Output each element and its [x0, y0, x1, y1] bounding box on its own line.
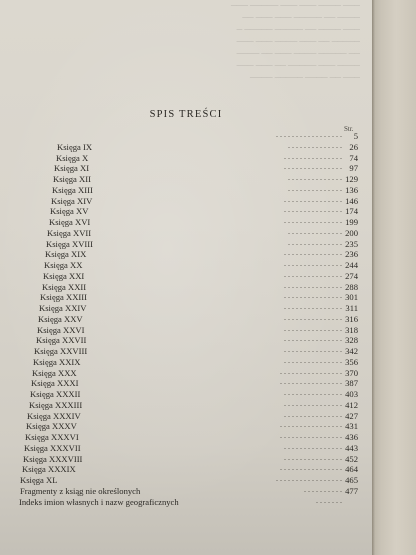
page-column-label: Str.	[344, 125, 354, 133]
toc-entry-label: Księga XVII	[47, 227, 92, 238]
toc-entry-page: 427	[345, 410, 358, 421]
toc-entry-page: 452	[345, 453, 358, 464]
dot-leader: . . . . . . . . . . . . . . .	[284, 323, 342, 333]
toc-entry-page: 477	[345, 485, 358, 496]
toc-entry-page: 370	[345, 367, 358, 378]
toc-entry-label: Księga XL	[20, 475, 58, 485]
dot-leader: . . . . . . . . . . . . . .	[288, 173, 342, 182]
toc-entry-label: Księga XII	[53, 174, 91, 184]
dot-leader: . . . . . . . . . . . . . . .	[284, 388, 342, 397]
toc-entry-label: Księga XXV	[38, 313, 83, 324]
toc-entry-page: 431	[345, 421, 358, 432]
toc-entry-page: 464	[345, 464, 358, 475]
toc-entry-page: 288	[345, 281, 358, 292]
toc-entry-page: 403	[345, 389, 358, 399]
dot-leader: . . . . . . . . . . . . . . .	[284, 259, 342, 268]
toc-entry-label: Księga XXXVI	[25, 432, 79, 442]
toc-entry-page: 235	[345, 238, 358, 249]
dot-leader: . . . . . . . . . . . . . . .	[284, 280, 342, 290]
page-title: SPIS TREŚCI	[149, 109, 223, 120]
dot-leader: . . . . . . . . . . . . . . . .	[280, 420, 342, 430]
dot-leader: . . . . . . . . . . . . . . .	[284, 334, 342, 344]
toc-entry-label: Księga XVI	[49, 217, 91, 227]
toc-entry-page: 97	[349, 163, 358, 174]
dot-leader: . . . . . . . . . . . . . . . . .	[276, 474, 342, 483]
dot-leader: . . . . . . . . . . . . . . .	[284, 398, 342, 408]
dot-leader: . . . . . . . . . . . . . . .	[284, 312, 342, 322]
toc-entry-label: Księga XIII	[52, 184, 93, 195]
toc-entry-label: Księga XIV	[51, 195, 93, 206]
adjacent-page-edge	[372, 0, 416, 555]
toc-entry-page: 5	[353, 131, 358, 141]
bleed-through-text: ─── ──── ─── ─── ───── ─── ──── ── ───── ─── ─── ── ─── ──── ── ───── ───── ─ ───── ── ─── ──── ─── ─── ── ───── ──── ─── ── ──── ──── ─── ───── ── ─── ─── ─── ── ──── ───── ────	[230, 1, 360, 82]
toc-entry-label: Księga XXIV	[39, 303, 87, 313]
dot-leader: . . . . . . . . . . . . . . .	[284, 248, 342, 258]
dot-leader: . . . . . . . . . . . . . . .	[284, 162, 342, 172]
toc-entry-label: Księga XX	[44, 260, 83, 270]
toc-entry-page: 412	[345, 399, 358, 410]
dot-leader: . . . . . . . . . . . . . . .	[284, 355, 342, 365]
toc-entry-label: Księga XXXII	[30, 389, 81, 399]
toc-entry-label: Księga XXI	[43, 270, 85, 281]
toc-entry-label: Księga XV	[50, 206, 89, 217]
dot-leader: . . . . . . . . . . . . . . .	[284, 302, 342, 311]
dot-leader: . . . . . . . . . . . . . . . .	[280, 431, 342, 440]
toc-entry-label: Księga XXXIV	[27, 410, 81, 421]
toc-entry-page: 328	[345, 335, 358, 346]
dot-leader: . . . . . . . . . . . . . . . .	[280, 366, 342, 376]
toc-entry-page: 436	[345, 432, 358, 442]
toc-entry	[0, 497, 372, 508]
toc-entry-label: Księga IX	[57, 141, 93, 152]
toc-entry-label: Księga XXXVII	[24, 442, 81, 453]
toc-entry-label: Księga XXX	[32, 367, 77, 378]
toc-entry-label: Księga X	[56, 152, 89, 163]
dot-leader: . . . . . . . . . . . . . . .	[284, 452, 342, 462]
toc-entry-page: 146	[345, 195, 358, 206]
toc-entry-page: 301	[345, 292, 358, 303]
dot-leader: . . . . . . . . . . . . . . .	[284, 151, 342, 161]
dot-leader: . . . . . . . . . .	[304, 484, 342, 494]
table-of-contents	[0, 131, 372, 507]
toc-entry-page: 443	[345, 442, 358, 453]
dot-leader: . . . . . . . . . . . . . . . .	[280, 377, 342, 387]
toc-entry-page: 356	[345, 356, 358, 367]
toc-entry-page: 26	[349, 141, 358, 152]
dot-leader: . . . . . . . . . . . . . . . . .	[276, 130, 342, 139]
toc-entry-page: 129	[345, 174, 358, 184]
toc-entry-page: 199	[345, 217, 358, 227]
dot-leader: . . . . . . . . . . . . . . .	[284, 409, 342, 419]
toc-entry-page: 316	[345, 313, 358, 324]
toc-entry-label: Indeks imion własnych i nazw geograficznych	[19, 496, 179, 507]
toc-entry-label: Księga XXXVIII	[23, 453, 83, 464]
toc-entry-page: 311	[345, 303, 358, 313]
toc-entry-label: Księga XXII	[42, 281, 87, 292]
dot-leader: . . . . . . . . . . . . . . .	[284, 291, 342, 301]
dot-leader: . . . . . . . . . . . . . .	[288, 140, 342, 150]
toc-entry-label: Księga XXXI	[31, 378, 79, 389]
dot-leader: . . . . . . . . . . . . . .	[288, 237, 342, 247]
dot-leader: . . . . . . . . . . . . . . . .	[280, 463, 342, 473]
toc-entry-label: Księga XXXV	[26, 421, 77, 432]
toc-entry-page: 274	[345, 270, 358, 281]
toc-entry-page: 74	[349, 152, 358, 163]
dot-leader: . . . . . . . . . . . . . . .	[284, 269, 342, 279]
toc-entry-label: Księga XXIX	[33, 356, 81, 367]
toc-entry-page: 318	[345, 324, 358, 335]
dot-leader: . . . . . . . . . . . . . . .	[284, 441, 342, 451]
toc-entry-label: Księga XXXIII	[29, 399, 83, 410]
toc-entry-page: 174	[345, 206, 358, 217]
toc-entry-label: Księga XIX	[45, 249, 87, 260]
toc-entry-label: Księga XXIII	[40, 292, 88, 303]
dot-leader: . . . . . . . . . . . . . .	[288, 183, 342, 193]
toc-entry-label: Księga XXVI	[37, 324, 85, 335]
dot-leader: . . . . . . . . . . . . . . .	[284, 194, 342, 204]
dot-leader: . . . . . . .	[316, 495, 342, 505]
toc-entry-page: 200	[345, 227, 358, 238]
toc-entry-label: Fragmenty z ksiąg nie określonych	[20, 485, 141, 496]
dot-leader: . . . . . . . . . . . . . . .	[284, 345, 342, 354]
dot-leader: . . . . . . . . . . . . . . .	[284, 205, 342, 215]
toc-entry-label: Księga XXVIII	[34, 346, 88, 356]
toc-entry-label: Księga XI	[54, 163, 90, 174]
toc-entry-page: 387	[345, 378, 358, 389]
toc-entry-page: 342	[345, 346, 358, 356]
toc-entry-label: Księga XVIII	[46, 238, 94, 249]
toc-entry-label: Księga XXVII	[36, 335, 87, 346]
toc-entry-page: 236	[345, 249, 358, 260]
dot-leader: . . . . . . . . . . . . . .	[288, 226, 342, 236]
toc-entry-page: 244	[345, 260, 358, 270]
dot-leader: . . . . . . . . . . . . . . .	[284, 216, 342, 225]
toc-entry-label: Księga XXXIX	[22, 464, 76, 475]
toc-entry-page: 465	[345, 475, 358, 485]
toc-entry-page: 136	[345, 184, 358, 195]
